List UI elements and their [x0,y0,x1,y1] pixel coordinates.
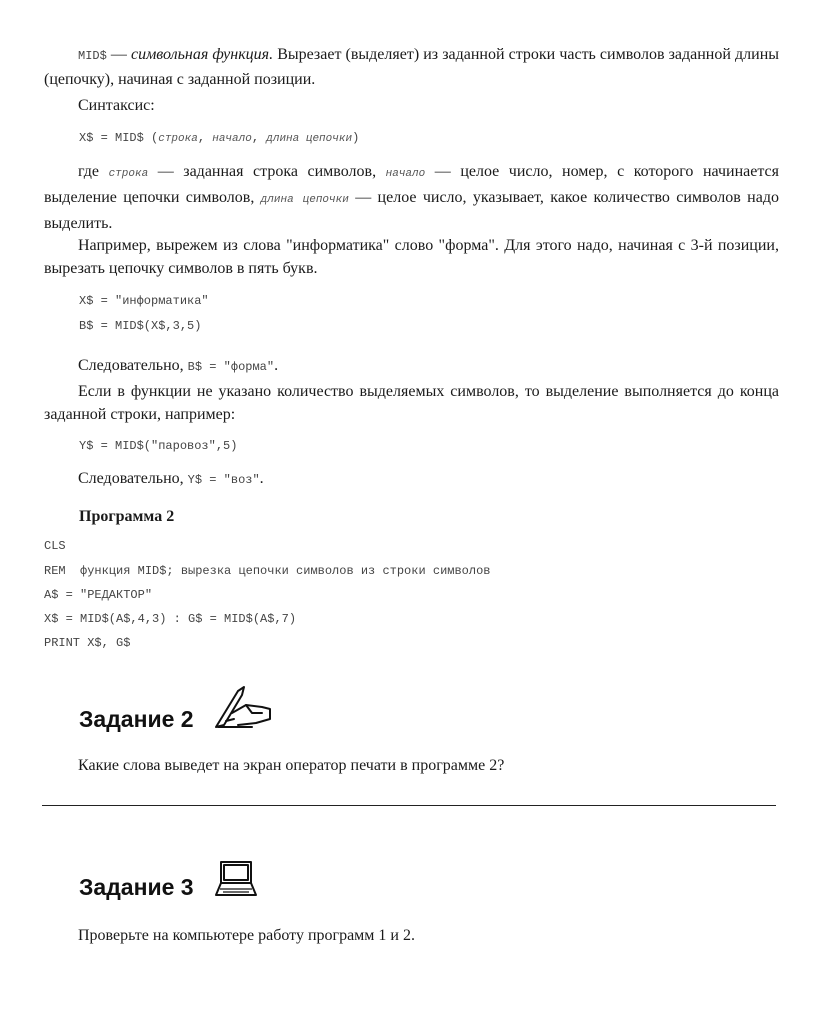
mid-function-code: MID$ [78,49,107,63]
syntax-label: Синтаксис: [78,97,155,114]
program-title: Программа 2 [79,508,175,525]
laptop-icon [214,859,258,899]
program-line: A$ = "РЕДАКТОР" [44,588,153,602]
writing-hand-icon [212,683,274,731]
conclusion-2: Следовательно, Y$ = "воз". [78,470,264,487]
syntax-code: X$ = MID$ (строка, начало, длина цепочки) [79,131,360,145]
task-2-question: Какие слова выведет на экран оператор печати в программе 2? [78,757,505,774]
answer-line[interactable] [42,805,776,806]
program-line: CLS [44,539,66,553]
program-line: REM функция MID$; вырезка цепочки символов из строки символов [44,564,491,578]
arguments-explanation: где строка — заданная строка символов, начало — целое число, номер, с которого начинается выделение цепочки символов, длина цепочки — целое число, указывает, какое количество символов надо выделить. [44,163,780,232]
conclusion-1: Следовательно, B$ = "форма". [78,357,279,374]
term-symbolic-function: символьная функция. [130,46,274,63]
task-3-text: Проверьте на компьютере работу программ 1 и 2. [78,927,415,944]
mid-definition-paragraph: MID$ — символьная функция. Вырезает (выделяет) из заданной строки часть символов заданной длины (цепочку), начиная с заданной позиции. [44,46,780,88]
example-code-line-3: Y$ = MID$("паровоз",5) [79,439,238,453]
program-line: PRINT X$, G$ [44,636,131,650]
no-length-paragraph: Если в функции не указано количество выделяемых символов, то выделение выполняется до конца заданной строки, например: [44,383,779,423]
task-2-title: Задание 2 [79,706,194,732]
example-code-line-1: X$ = "информатика" [79,294,209,308]
example-code-line-2: B$ = MID$(X$,3,5) [79,319,202,333]
program-line: X$ = MID$(A$,4,3) : G$ = MID$(A$,7) [44,612,297,626]
example-intro-paragraph: Например, вырежем из слова "информатика" слово "форма". Для этого надо, начиная с 3-й позиции, вырезать цепочку символов в пять букв. [44,237,779,277]
task-3-title: Задание 3 [79,874,194,900]
